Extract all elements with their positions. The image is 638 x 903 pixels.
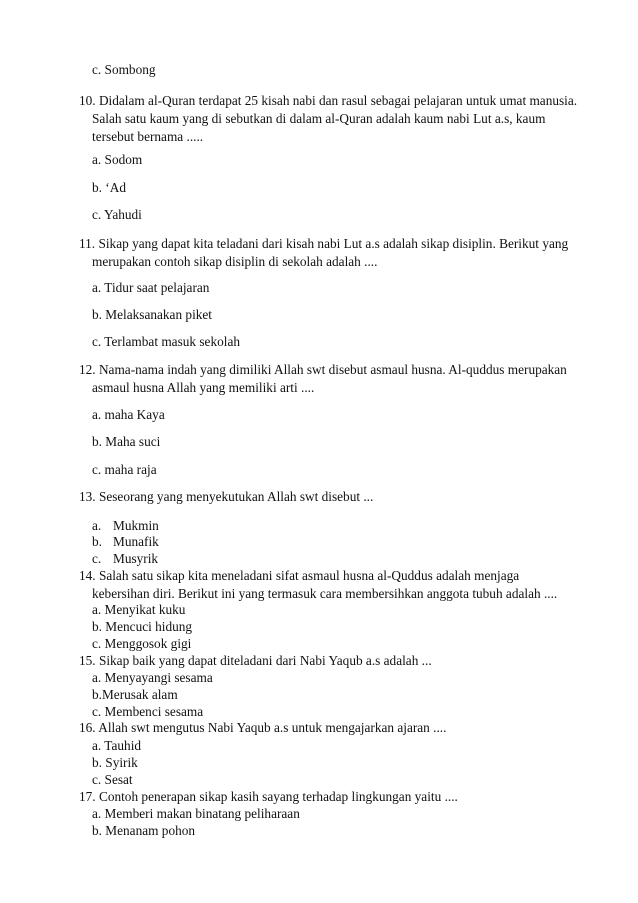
question-text: 17. Contoh penerapan sikap kasih sayang terhadap lingkungan yaitu .... <box>79 789 458 804</box>
answer-option-text: Munafik <box>113 534 159 549</box>
answer-option: c. maha raja <box>92 462 157 477</box>
question-text-continued: merupakan contoh sikap disiplin di sekolah adalah .... <box>92 254 378 269</box>
answer-option: a. Tidur saat pelajaran <box>92 280 210 295</box>
question-text-continued: Salah satu kaum yang di sebutkan di dalam al-Quran adalah kaum nabi Lut a.s, kaum <box>92 111 546 126</box>
answer-option: c. Sesat <box>92 772 133 787</box>
question-text-continued: kebersihan diri. Berikut ini yang termasuk cara membersihkan anggota tubuh adalah .... <box>92 586 558 601</box>
answer-option: c. Menggosok gigi <box>92 636 192 651</box>
question-text: 13. Seseorang yang menyekutukan Allah swt disebut ... <box>79 489 374 504</box>
answer-option: b. ‘Ad <box>92 180 126 195</box>
answer-option: a. Sodom <box>92 152 143 167</box>
answer-option-text: Mukmin <box>113 518 159 533</box>
answer-option: c. Sombong <box>92 62 156 77</box>
answer-option: b. Maha suci <box>92 434 161 449</box>
answer-option: b. Syirik <box>92 755 138 770</box>
answer-option: b. Mencuci hidung <box>92 619 193 634</box>
question-text: 12. Nama-nama indah yang dimiliki Allah swt disebut asmaul husna. Al-quddus merupakan <box>79 362 567 377</box>
answer-option: b. Menanam pohon <box>92 823 196 838</box>
question-text: 16. Allah swt mengutus Nabi Yaqub a.s untuk mengajarkan ajaran .... <box>79 720 447 735</box>
answer-option: a. Menyayangi sesama <box>92 670 213 685</box>
answer-option-label: b. <box>92 534 102 549</box>
answer-option: c. Yahudi <box>92 207 142 222</box>
answer-option: a. maha Kaya <box>92 407 165 422</box>
answer-option: c. Terlambat masuk sekolah <box>92 334 240 349</box>
answer-option-label: a. <box>92 518 102 533</box>
answer-option: a. Tauhid <box>92 738 142 753</box>
answer-option-label: c. <box>92 551 102 566</box>
answer-option: a. Memberi makan binatang peliharaan <box>92 806 300 821</box>
question-text: 15. Sikap baik yang dapat diteladani dari Nabi Yaqub a.s adalah ... <box>79 653 432 668</box>
answer-option-text: Musyrik <box>113 551 159 566</box>
answer-option: b.Merusak alam <box>92 687 178 702</box>
question-text: 11. Sikap yang dapat kita teladani dari kisah nabi Lut a.s adalah sikap disiplin. Berikut yang <box>79 236 569 251</box>
question-text: 14. Salah satu sikap kita meneladani sifat asmaul husna al-Quddus adalah menjaga <box>79 568 520 583</box>
answer-option: a. Menyikat kuku <box>92 602 186 617</box>
answer-option: c. Membenci sesama <box>92 704 204 719</box>
question-text: 10. Didalam al-Quran terdapat 25 kisah nabi dan rasul sebagai pelajaran untuk umat manusia. <box>79 93 578 108</box>
question-text-continued: asmaul husna Allah yang memiliki arti .... <box>92 380 315 395</box>
question-text-continued: tersebut bernama ..... <box>92 129 204 144</box>
answer-option: b. Melaksanakan piket <box>92 307 213 322</box>
